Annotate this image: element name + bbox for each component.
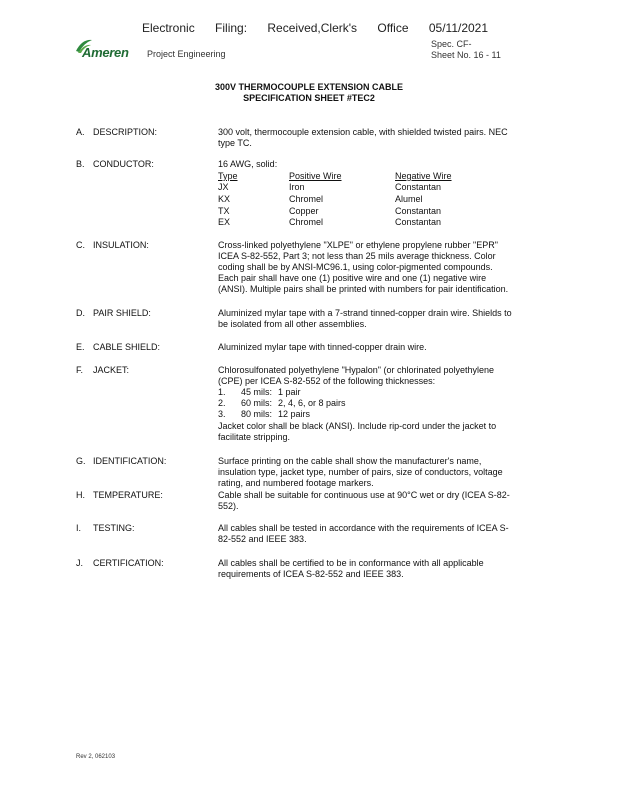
text-line: (ANSI). Multiple pairs shall be printed with numbers for pair identification. bbox=[218, 284, 509, 294]
table-cell: Iron bbox=[289, 182, 305, 193]
section-a-body bbox=[218, 127, 548, 149]
section-g-body bbox=[218, 456, 548, 489]
text-line: Cable shall be suitable for continuous use at 90°C wet or dry (ICEA S-82- bbox=[218, 490, 510, 500]
table-row bbox=[218, 182, 505, 194]
text-line: Jacket color shall be black (ANSI). Include rip-cord under the jacket to bbox=[218, 421, 497, 431]
list-item bbox=[218, 409, 346, 420]
text-line: requirements of ICEA S-82-552 and IEEE 383. bbox=[218, 569, 404, 579]
text-line: Aluminized mylar tape with a 7-strand tinned-copper drain wire. Shields to bbox=[218, 308, 512, 318]
section-i-letter: I. bbox=[76, 523, 82, 533]
section-e-label: CABLE SHIELD: bbox=[93, 342, 161, 352]
table-cell: Constantan bbox=[395, 205, 442, 216]
section-b-label: CONDUCTOR: bbox=[93, 159, 154, 169]
filing-stamp bbox=[142, 21, 505, 35]
table-row bbox=[218, 193, 505, 205]
section-h-body bbox=[218, 490, 548, 512]
stamp-electronic: Electronic bbox=[142, 21, 195, 35]
item-pairs: 1 pair bbox=[278, 387, 301, 397]
text-line: 552). bbox=[218, 501, 239, 511]
text-line: Cross-linked polyethylene "XLPE" or ethylene propylene rubber "EPR" bbox=[218, 240, 498, 250]
column-header: Type bbox=[218, 170, 238, 181]
item-mils: 80 mils: bbox=[240, 409, 272, 419]
section-j-letter: J. bbox=[76, 558, 84, 568]
title-line-2: SPECIFICATION SHEET #TEC2 bbox=[243, 93, 375, 103]
table-header-row bbox=[218, 170, 505, 182]
item-pairs: 12 pairs bbox=[278, 409, 311, 419]
section-j-label: CERTIFICATION: bbox=[93, 558, 164, 568]
table-cell: JX bbox=[218, 182, 229, 193]
section-f-label: JACKET: bbox=[93, 365, 130, 375]
item-mils: 60 mils: bbox=[240, 398, 272, 408]
text-line: coding shall be by ANSI-MC96.1, using color-pigmented compounds. bbox=[218, 262, 493, 272]
section-i-label: TESTING: bbox=[93, 523, 135, 533]
company-name: Ameren bbox=[82, 45, 129, 60]
text-line: Chlorosulfonated polyethylene "Hypalon" (or chlorinated polyethylene bbox=[218, 365, 495, 375]
text-line: facilitate stripping. bbox=[218, 432, 291, 442]
section-f-letter: F. bbox=[76, 365, 84, 375]
stamp-office: Office bbox=[377, 21, 409, 35]
jacket-thickness-list bbox=[218, 387, 346, 420]
item-number: 3. bbox=[218, 409, 226, 419]
revision-note: Rev 2, 062103 bbox=[76, 754, 116, 760]
text-line: rating, and numbered footage markers. bbox=[218, 478, 374, 488]
item-pairs: 2, 4, 6, or 8 pairs bbox=[278, 398, 346, 408]
section-a-label: DESCRIPTION: bbox=[93, 127, 158, 137]
table-cell: Copper bbox=[289, 205, 319, 216]
conductor-table bbox=[218, 170, 505, 228]
section-d-label: PAIR SHIELD: bbox=[93, 308, 151, 318]
text-line: type TC. bbox=[218, 138, 252, 148]
text-line: ICEA S-82-552, Part 3; not less than 25 mils average thickness. Color bbox=[218, 251, 496, 261]
section-j-body bbox=[218, 558, 548, 580]
table-cell: Chromel bbox=[289, 217, 324, 228]
title-line-1: 300V THERMOCOUPLE EXTENSION CABLE bbox=[214, 82, 404, 92]
stamp-date: 05/11/2021 bbox=[428, 21, 489, 35]
section-c-letter: C. bbox=[76, 240, 85, 250]
column-header: Positive Wire bbox=[289, 170, 342, 181]
sheet-number: Sheet No. 16 - 11 bbox=[431, 50, 501, 60]
item-number: 1. bbox=[218, 387, 226, 397]
text-line: Aluminized mylar tape with tinned-copper drain wire. bbox=[218, 342, 427, 352]
section-d-letter: D. bbox=[76, 308, 85, 318]
section-f-body bbox=[218, 365, 548, 387]
list-item bbox=[218, 387, 346, 398]
item-mils: 45 mils: bbox=[240, 387, 272, 397]
item-number: 2. bbox=[218, 398, 226, 408]
section-g-label: IDENTIFICATION: bbox=[93, 456, 167, 466]
table-cell: TX bbox=[218, 205, 230, 216]
text-line: Each pair shall have one (1) positive wire and one (1) negative wire bbox=[218, 273, 487, 283]
table-cell: Constantan bbox=[395, 182, 442, 193]
text-line: 300 volt, thermocouple extension cable, with shielded twisted pairs. NEC bbox=[218, 127, 508, 137]
table-cell: Chromel bbox=[289, 193, 324, 204]
text-line: All cables shall be certified to be in conformance with all applicable bbox=[218, 558, 484, 568]
text-line: insulation type, jacket type, number of pairs, size of conductors, voltage bbox=[218, 467, 503, 477]
text-line: Surface printing on the cable shall show the manufacturer's name, bbox=[218, 456, 482, 466]
section-c-label: INSULATION: bbox=[93, 240, 149, 250]
section-d-body bbox=[218, 308, 548, 330]
ameren-logo bbox=[74, 37, 136, 63]
section-g-letter: G. bbox=[76, 456, 86, 466]
document-title bbox=[0, 82, 618, 104]
section-a-letter: A. bbox=[76, 127, 85, 137]
table-cell: Alumel bbox=[395, 193, 423, 204]
table-row bbox=[218, 216, 505, 228]
spec-number: Spec. CF- bbox=[431, 39, 472, 49]
text-line: be isolated from all other assemblies. bbox=[218, 319, 367, 329]
list-item bbox=[218, 398, 346, 409]
section-i-body bbox=[218, 523, 548, 545]
section-f-after bbox=[218, 421, 548, 443]
table-row bbox=[218, 205, 505, 217]
section-h-letter: H. bbox=[76, 490, 85, 500]
text-line: All cables shall be tested in accordance with the requirements of ICEA S- bbox=[218, 523, 509, 533]
table-cell: KX bbox=[218, 193, 231, 204]
section-e-letter: E. bbox=[76, 342, 85, 352]
section-h-label: TEMPERATURE: bbox=[93, 490, 163, 500]
table-cell: EX bbox=[218, 217, 231, 228]
table-cell: Constantan bbox=[395, 217, 442, 228]
department: Project Engineering bbox=[147, 49, 226, 59]
section-b-intro: 16 AWG, solid: bbox=[218, 159, 278, 169]
column-header: Negative Wire bbox=[395, 170, 452, 181]
section-c-body bbox=[218, 240, 548, 295]
stamp-received: Received,Clerk's bbox=[267, 21, 358, 35]
text-line: 82-552 and IEEE 383. bbox=[218, 534, 307, 544]
text-line: (CPE) per ICEA S-82-552 of the following thicknesses: bbox=[218, 376, 436, 386]
stamp-filing: Filing: bbox=[215, 21, 248, 35]
section-b-letter: B. bbox=[76, 159, 85, 169]
section-e-body bbox=[218, 342, 548, 353]
